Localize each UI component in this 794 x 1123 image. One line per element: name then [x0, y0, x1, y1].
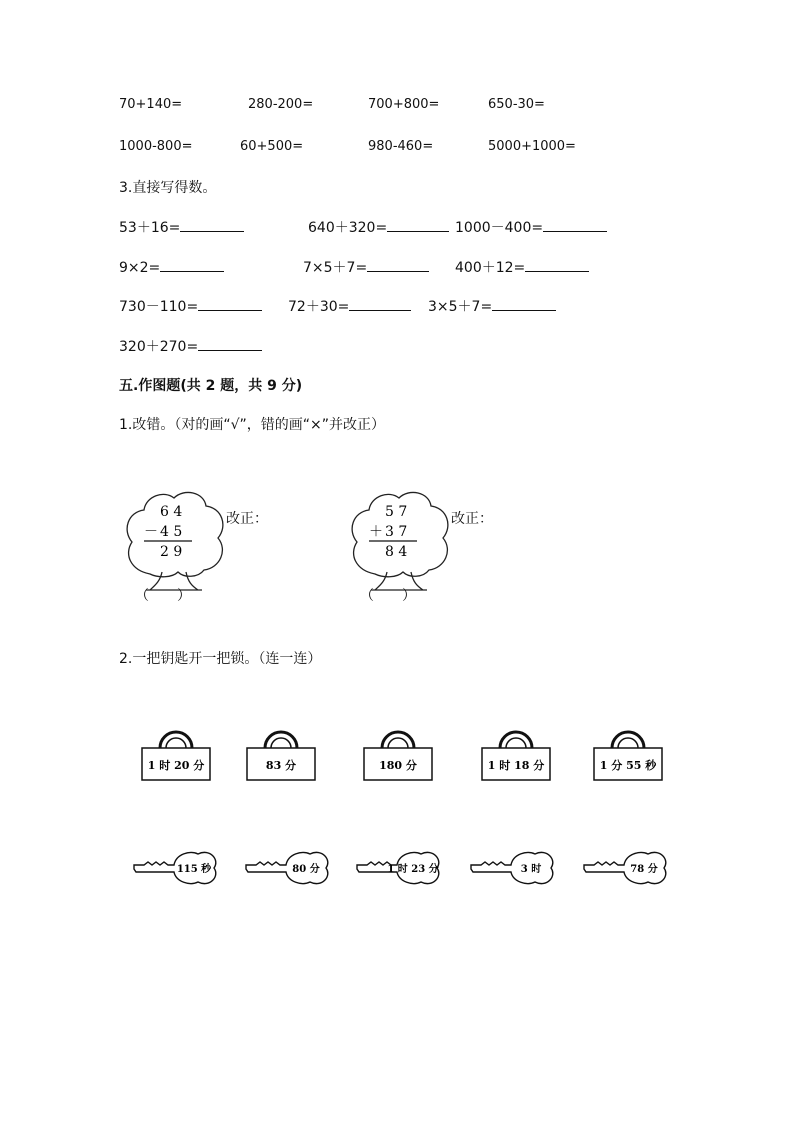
lock-shackle-inner — [271, 738, 291, 748]
tree-operator: ＋ — [369, 524, 383, 540]
key-label: 115 秒 — [176, 864, 212, 875]
answer-blank[interactable] — [160, 257, 224, 272]
tree-second-number: 3 7 — [385, 524, 408, 540]
q3-item: 7×5＋7= — [303, 257, 429, 277]
key[interactable] — [355, 850, 441, 886]
key[interactable] — [582, 850, 668, 886]
calc-item: 1000-800= — [119, 139, 193, 154]
lock[interactable] — [480, 728, 552, 784]
lock-shackle-inner — [166, 738, 186, 748]
key-label: 80 分 — [292, 864, 320, 875]
q3-item: 400＋12= — [455, 257, 589, 277]
tree-result-number: 8 4 — [385, 544, 408, 560]
lock-shackle — [500, 732, 532, 748]
key-label: 78 分 — [630, 864, 658, 875]
q2-prompt: 2.一把钥匙开一把锁。（连一连） — [119, 651, 322, 667]
q3-item: 640＋320= — [308, 217, 449, 237]
calc-item: 70+140= — [119, 97, 183, 112]
lock-label: 83 分 — [265, 759, 297, 772]
lock-shackle-inner — [388, 738, 408, 748]
calc-item: 60+500= — [240, 139, 304, 154]
q3-item: 3×5＋7= — [428, 296, 556, 316]
key-label: 3 时 — [520, 864, 542, 875]
calc-item: 700+800= — [368, 97, 440, 112]
tree-top-number: 5 7 — [385, 504, 408, 520]
calc-item: 650-30= — [488, 97, 545, 112]
answer-blank[interactable] — [387, 217, 449, 232]
answer-blank[interactable] — [349, 296, 411, 311]
key[interactable] — [244, 850, 330, 886]
calc-item: 280-200= — [248, 97, 314, 112]
answer-paren-1[interactable]: （ ） — [135, 588, 191, 604]
q3-heading: 3.直接写得数。 — [119, 180, 217, 196]
answer-blank[interactable] — [367, 257, 429, 272]
q1-prompt: 1.改错。（对的画“√”，错的画“×”并改正） — [119, 417, 386, 433]
q3-item: 72＋30= — [288, 296, 411, 316]
q3-item: 730－110= — [119, 296, 262, 316]
answer-blank[interactable] — [198, 336, 262, 351]
lock[interactable] — [140, 728, 212, 784]
lock[interactable] — [245, 728, 317, 784]
q3-item: 53＋16= — [119, 217, 244, 237]
q3-item: 1000－400= — [455, 217, 607, 237]
lock-label: 180 分 — [379, 759, 417, 772]
tree-top-number: 6 4 — [160, 504, 183, 520]
key-label: 1 时 23 分 — [387, 864, 439, 875]
lock-label: 1 分 55 秒 — [599, 759, 657, 772]
q3-item: 9×2= — [119, 257, 224, 276]
answer-blank[interactable] — [492, 296, 556, 311]
correction-label-1: 改正： — [226, 511, 268, 527]
answer-blank[interactable] — [198, 296, 262, 311]
tree-operator: － — [144, 524, 158, 540]
tree-second-number: 4 5 — [160, 524, 183, 540]
lock[interactable] — [592, 728, 664, 784]
lock-shackle — [160, 732, 192, 748]
calc-item: 5000+1000= — [488, 139, 576, 154]
lock-shackle — [612, 732, 644, 748]
lock-shackle-inner — [618, 738, 638, 748]
key[interactable] — [132, 850, 218, 886]
lock-label: 1 时 20 分 — [147, 759, 205, 772]
key[interactable] — [469, 850, 555, 886]
correction-label-2: 改正： — [451, 511, 493, 527]
answer-blank[interactable] — [180, 217, 244, 232]
lock-label: 1 时 18 分 — [487, 759, 545, 772]
answer-blank[interactable] — [543, 217, 607, 232]
tree-result-number: 2 9 — [160, 544, 183, 560]
answer-blank[interactable] — [525, 257, 589, 272]
lock-shackle-inner — [506, 738, 526, 748]
lock-shackle — [382, 732, 414, 748]
lock[interactable] — [362, 728, 434, 784]
calc-item: 980-460= — [368, 139, 434, 154]
section-heading: 五.作图题(共 2 题，共 9 分) — [119, 378, 303, 394]
lock-shackle — [265, 732, 297, 748]
answer-paren-2[interactable]: （ ） — [360, 588, 416, 604]
q3-item: 320＋270= — [119, 336, 262, 356]
